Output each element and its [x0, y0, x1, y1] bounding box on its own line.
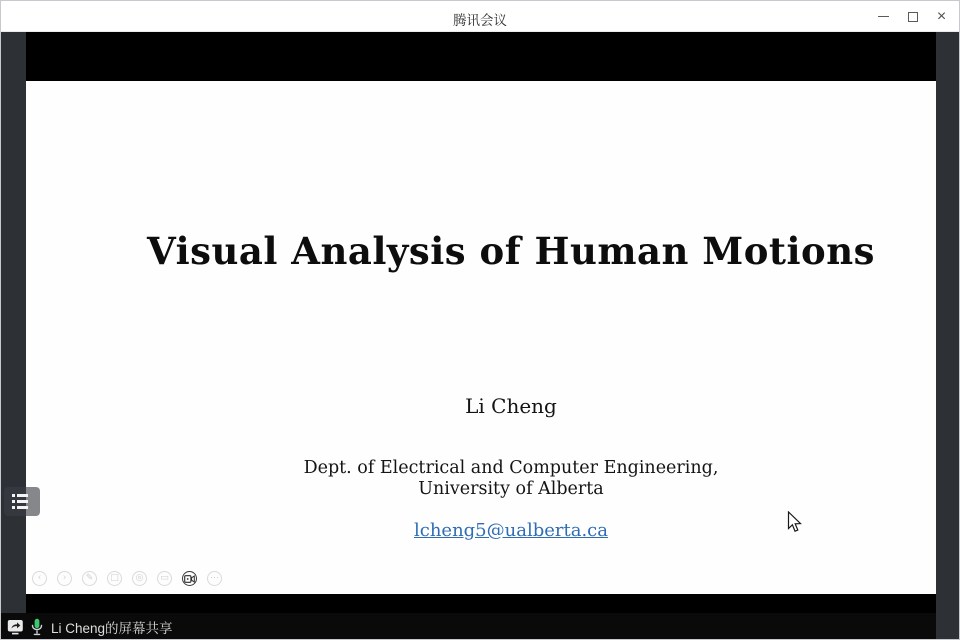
screen-share-icon: [7, 619, 24, 635]
more-options-icon: ⋯: [210, 573, 219, 583]
previous-slide-button[interactable]: [32, 571, 47, 586]
share-status-text: Li Cheng的屏幕共享: [51, 621, 173, 636]
next-slide-button[interactable]: [57, 571, 72, 586]
zoom-slide-button[interactable]: [132, 571, 147, 586]
minimize-button[interactable]: [869, 1, 898, 32]
list-icon: [12, 500, 40, 503]
close-icon: ×: [936, 7, 947, 25]
mouse-cursor-icon: [787, 511, 803, 535]
window-titlebar: [1, 1, 959, 32]
window-controls: [869, 1, 956, 32]
email-link[interactable]: lcheng5@ualberta.ca: [413, 520, 608, 541]
list-icon: [12, 506, 40, 509]
presenter-toolbar: [32, 571, 222, 586]
slide-content: [86, 81, 936, 594]
camera-toggle-button[interactable]: [182, 571, 197, 586]
affiliation-line-1: Dept. of Electrical and Computer Engineering,: [303, 458, 719, 478]
maximize-icon: [908, 12, 918, 22]
presenter-view-icon: ▭: [160, 573, 169, 583]
presenter-view-button[interactable]: [157, 571, 172, 586]
list-icon: [12, 494, 40, 497]
previous-slide-icon: ‹: [37, 573, 42, 583]
pen-button[interactable]: [82, 571, 97, 586]
pen-icon: ✎: [85, 573, 94, 583]
more-options-button[interactable]: [207, 571, 222, 586]
see-all-slides-button[interactable]: [107, 571, 122, 586]
slide-email: [86, 520, 936, 541]
window-title: 腾讯会议: [453, 13, 507, 28]
camera-icon: [184, 575, 195, 583]
annotation-panel-toggle[interactable]: [4, 487, 40, 516]
slide-affiliation: [86, 458, 936, 500]
slide-author: Li Cheng: [465, 394, 557, 418]
slide-title: Visual Analysis of Human Motions: [147, 229, 875, 273]
see-all-slides-icon: □: [110, 573, 119, 583]
next-slide-icon: ›: [62, 573, 67, 583]
affiliation-line-2: University of Alberta: [418, 479, 604, 499]
close-button[interactable]: [927, 1, 956, 32]
maximize-button[interactable]: [898, 1, 927, 32]
share-status-bar: [1, 613, 936, 640]
microphone-icon[interactable]: [31, 618, 43, 636]
minimize-icon: [878, 16, 889, 17]
zoom-icon: ◎: [135, 573, 144, 583]
